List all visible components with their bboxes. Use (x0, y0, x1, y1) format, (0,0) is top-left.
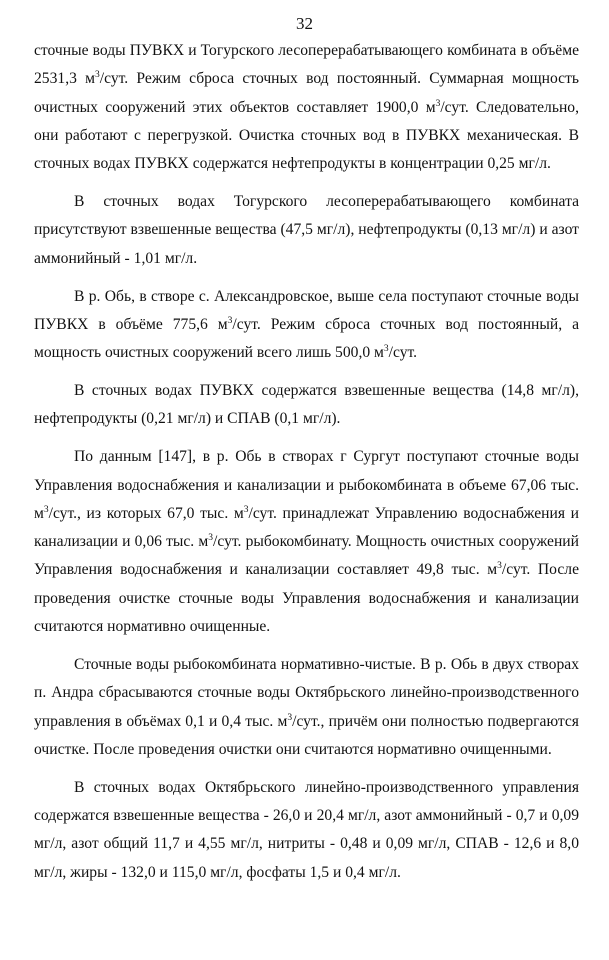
superscript: 3 (435, 98, 441, 109)
text-run: В сточных водах Октябрьского линейно-производственного управления содержатся взвешенные вещества - 26,0 и 20,4 мг/л, азот аммонийный - 0,7 и 0,09 мг/л, азот общий 11,7 и 4,55 мг/л, нитриты - 0,48 и 0,09 мг/л, СПАВ - 12,6 и 8,0 мг/л, жиры - 132,0 и 115,0 мг/л, фосфаты 1,5 и 0,4 мг/л. (34, 778, 579, 881)
text-run: В р. Обь, в створе с. Александровское, выше села поступают сточные воды ПУВКХ в объёме 775,6 м (34, 287, 579, 333)
text-run: /сут., из которых 67,0 тыс. м (48, 504, 244, 522)
paragraph (34, 651, 579, 764)
page-number: 32 (296, 14, 313, 33)
superscript: 3 (383, 344, 389, 355)
text-run: /сут. Режим сброса сточных вод постоянный, а мощность очистных сооружений всего лишь 500,0 м (34, 315, 579, 362)
superscript: 3 (43, 504, 49, 515)
superscript: 3 (287, 712, 293, 723)
text-run: По данным [147], в р. Обь в створах г Сургут поступают сточные воды Управления водоснабжения и канализации и рыбокомбината в объеме 67,06 тыс. м (34, 448, 579, 522)
text-run: сточные воды ПУВКХ и Тогурского лесоперерабатывающего комбината в объёме 2531,3 м (34, 42, 579, 88)
text-run: /сут. После проведения очистке сточные воды Управления водоснабжения и канализации считаются нормативно очищенные. (34, 561, 579, 636)
text-run: /сут. (388, 344, 418, 362)
text-run: В сточных водах ПУВКХ содержатся взвешенные вещества (14,8 мг/л), нефтепродукты (0,21 мг/л) и СПАВ (0,1 мг/л). (34, 382, 579, 428)
paragraph (34, 377, 579, 434)
text-run: /сут. Следовательно, они работают с перегрузкой. Очистка сточных вод в ПУВКХ механическая. В сточных водах ПУВКХ содержатся нефтепродукты в концентрации 0,25 мг/л. (34, 98, 579, 173)
text-run: Сточные воды рыбокомбината нормативно-чистые. В р. Обь в двух створах п. Андра сбрасываются сточные воды Октябрьского линейно-производственного управления в объёмах 0,1 и 0,4 тыс. м (34, 655, 579, 730)
paragraph (34, 443, 579, 641)
paragraph (34, 188, 579, 273)
paragraph (34, 283, 579, 368)
superscript: 3 (497, 561, 502, 572)
text-run: В сточных водах Тогурского лесоперерабатывающего комбината присутствуют взвешенные вещества (47,5 мг/л), нефтепродукты (0,13 мг/л) и азот аммонийный - 1,01 мг/л. (34, 193, 579, 267)
superscript: 3 (227, 315, 233, 326)
text-run: /сут., причём они полностью подвергаются очистке. После проведения очистки они считаются нормативно очищенными. (34, 712, 579, 758)
paragraph (34, 37, 579, 178)
superscript: 3 (95, 70, 100, 81)
text-run: /сут. Режим сброса сточных вод постоянный. Суммарная мощность очистных сооружений этих объектов составляет 1900,0 м (34, 70, 579, 116)
superscript: 3 (208, 533, 214, 544)
paragraph (34, 774, 579, 887)
text-run: /сут. рыбокомбинату. Мощность очистных сооружений Управления водоснабжения и канализации составляет 49,8 тыс. м (34, 533, 579, 579)
text-run: /сут. принадлежат Управлению водоснабжения и канализации и 0,06 тыс. м (34, 504, 580, 551)
document-body (34, 37, 579, 896)
superscript: 3 (243, 504, 249, 515)
